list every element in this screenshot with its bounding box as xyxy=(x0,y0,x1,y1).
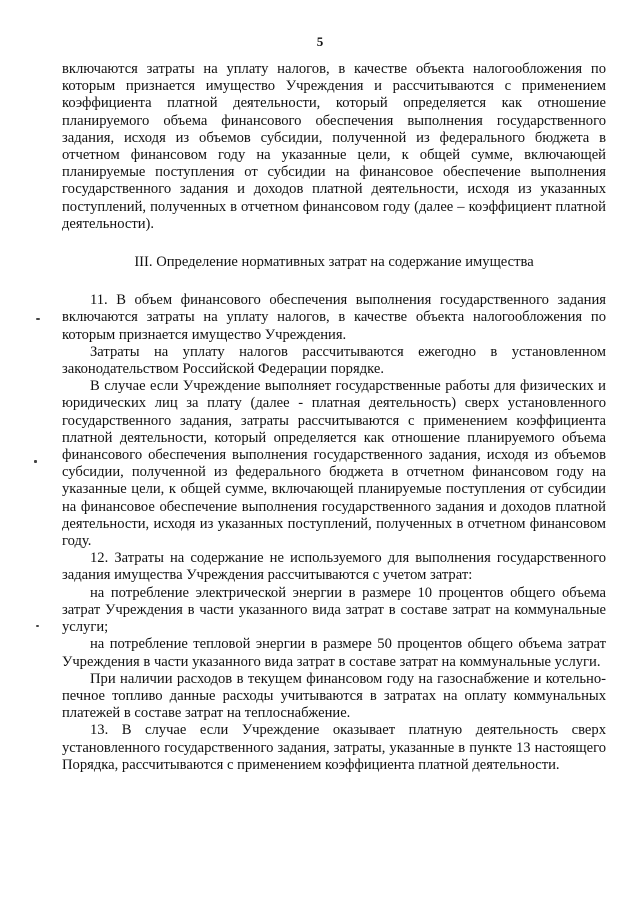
paragraph-12: 12. Затраты на содержание не используемого для выполнения государственного задания имущества Учреждения рассчитываются с учетом затрат: xyxy=(62,550,606,584)
page-number: 5 xyxy=(316,34,324,49)
scan-mark xyxy=(36,318,40,320)
section-heading: III. Определение нормативных затрат на содержание имущества xyxy=(134,254,534,271)
paragraph-gas: При наличии расходов в текущем финансовом году на газоснабжение и котельно-печное топливо данные расходы учитываются в затратах на оплату коммунальных платежей в составе затрат на теплоснабжение. xyxy=(62,670,606,722)
document-body xyxy=(62,61,606,774)
paragraph-paid-activity: В случае если Учреждение выполняет государственные работы для физических и юридических лиц за плату (далее - платная деятельность) сверх установленного государственного задания, затраты рассчитываются с применением коэффициента платной деятельности, который определяется как отношение планируемого объема финансового обеспечения выполнения государственного задания, исходя из объемов субсидии, полученной из федерального бюджета в отчетном финансовом году на указанные цели, к общей сумме, включающей планируемые поступления от субсидии на финансовое обеспечение выполнения государственного задания и доходов платной деятельности, исходя из указанных поступлений, полученных в отчетном финансовом году. xyxy=(62,378,606,550)
paragraph-11: 11. В объем финансового обеспечения выполнения государственного задания включаются затраты на уплату налогов, в качестве объекта налогообложения по которым признается имущество Учреждения. xyxy=(62,292,606,343)
paragraph-taxes: Затраты на уплату налогов рассчитываются ежегодно в установленном законодательством Российской Федерации порядке. xyxy=(62,343,606,378)
scan-mark xyxy=(34,460,37,463)
paragraph-heat: на потребление тепловой энергии в размере 50 процентов общего объема затрат Учреждения в части указанного вида затрат в составе затрат на коммунальные услуги. xyxy=(62,636,606,670)
paragraph-electricity: на потребление электрической энергии в размере 10 процентов общего объема затрат Учреждения в части указанного вида затрат в составе затрат на коммунальные услуги; xyxy=(62,584,606,636)
paragraph-continuation: включаются затраты на уплату налогов, в качестве объекта налогообложения по которым признается имущество Учреждения и рассчитываются с применением коэффициента платной деятельности, который определяется как отношение планируемого объема финансового обеспечения выполнения государственного задания, исходя из объемов субсидии, полученной из федерального бюджета в отчетном финансовом году на указанные цели, к общей сумме, включающей планируемые поступления от субсидии на финансовое обеспечение выполнения государственного задания и доходов платной деятельности, исходя из указанных поступлений, полученных в отчетном финансовом году (далее – коэффициент платной деятельности). xyxy=(62,61,606,232)
paragraph-13: 13. В случае если Учреждение оказывает платную деятельность сверх установленного государственного задания, затраты, указанные в пункте 13 настоящего Порядка, рассчитываются с применением коэффициента платной деятельности. xyxy=(62,722,606,773)
scan-mark xyxy=(36,625,39,627)
